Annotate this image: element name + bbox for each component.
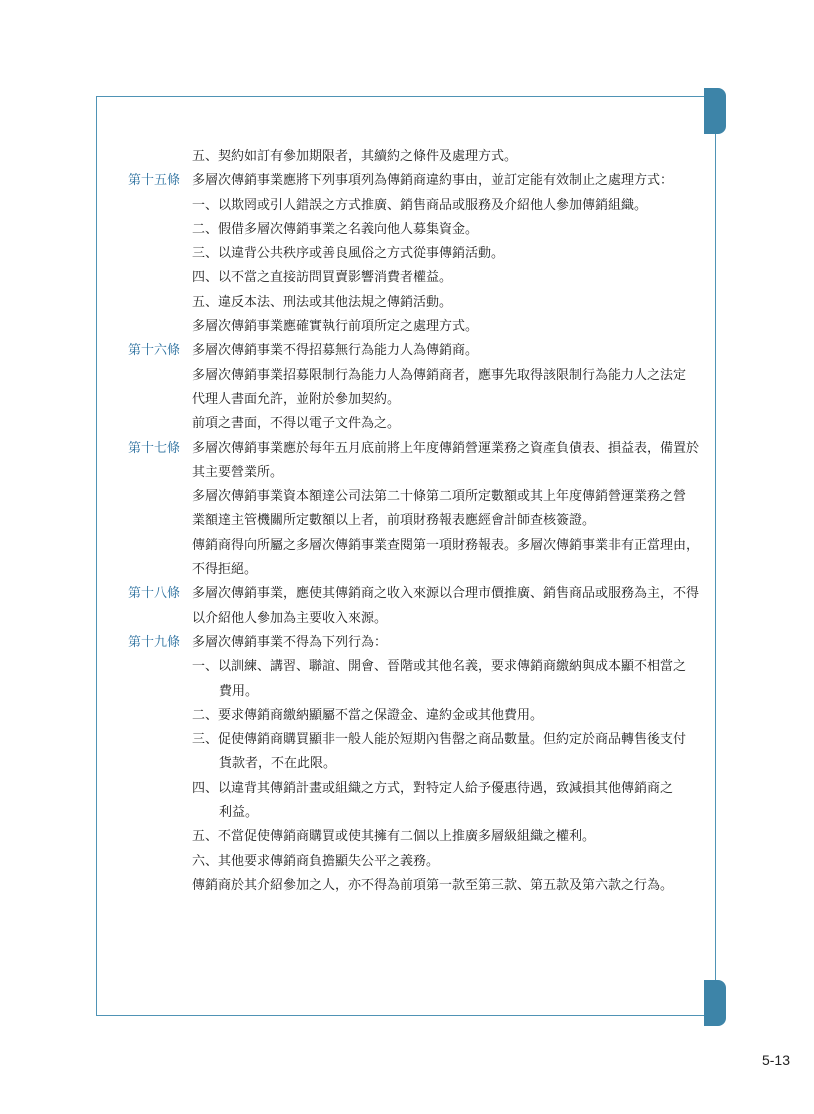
- line-text: 多層次傳銷事業不得為下列行為：: [192, 634, 388, 650]
- text-line: [128, 218, 693, 242]
- text-line: [128, 388, 693, 412]
- text-line: [128, 850, 693, 874]
- line-text: 四、以違背其傳銷計畫或組織之方式，對特定人給予優惠待遇，致減損其他傳銷商之: [192, 780, 674, 796]
- line-text: 多層次傳銷事業招募限制行為能力人為傳銷商者，應事先取得該限制行為能力人之法定: [192, 367, 687, 383]
- line-text: 五、契約如訂有參加期限者，其續約之條件及處理方式。: [192, 149, 518, 164]
- text-line: [128, 582, 700, 606]
- text-line: [128, 801, 693, 825]
- text-line: [128, 266, 693, 290]
- line-text: 一、以訓練、講習、聯誼、開會、晉階或其他名義，要求傳銷商繳納與成本顯不相當之: [192, 659, 687, 675]
- text-line: [128, 169, 693, 193]
- text-line: [128, 704, 693, 728]
- page-number: 5-13: [761, 1052, 790, 1068]
- article-label: 第十七條: [128, 440, 181, 456]
- line-text: 傳銷商於其介紹參加之人，亦不得為前項第一款至第三款、第五款及第六款之行為。: [192, 877, 674, 893]
- line-text: 多層次傳銷事業資本額達公司法第二十條第二項所定數額或其上年度傳銷營運業務之營: [192, 489, 687, 505]
- line-text: 五、不當促使傳銷商購買或使其擁有二個以上推廣多層級組織之權利。: [192, 829, 596, 845]
- law-text: [128, 145, 700, 898]
- line-text: 利益。: [219, 805, 259, 821]
- text-line: [128, 509, 693, 533]
- line-text: 不得拒絕。: [192, 562, 258, 578]
- text-line: [128, 777, 693, 801]
- line-text: 多層次傳銷事業應將下列事項列為傳銷商違約事由，並訂定能有效制止之處理方式：: [192, 173, 674, 189]
- text-line: [128, 558, 693, 582]
- line-text: 二、要求傳銷商繳納顯屬不當之保證金、違約金或其他費用。: [192, 707, 544, 723]
- line-text: 三、以違背公共秩序或善良風俗之方式從事傳銷活動。: [192, 246, 505, 262]
- text-line: [128, 364, 693, 388]
- line-text: 費用。: [219, 683, 259, 699]
- text-line: [128, 437, 700, 461]
- line-text: 貨款者，不在此限。: [219, 756, 337, 772]
- line-text: 其主要營業所。: [192, 464, 284, 480]
- text-line: [128, 728, 693, 752]
- article-label: 第十五條: [128, 173, 181, 189]
- line-text: 前項之書面，不得以電子文件為之。: [192, 416, 401, 432]
- line-text: 傳銷商得向所屬之多層次傳銷事業查閱第一項財務報表。多層次傳銷事業非有正當理由，: [192, 537, 700, 553]
- line-text: 一、以欺罔或引人錯誤之方式推廣、銷售商品或服務及介紹他人參加傳銷組織。: [192, 197, 648, 213]
- text-line: [128, 631, 693, 655]
- article-label: 第十六條: [128, 343, 181, 359]
- text-line: [128, 655, 693, 679]
- text-line: [128, 339, 693, 363]
- line-text: 六、其他要求傳銷商負擔顯失公平之義務。: [192, 853, 440, 869]
- line-text: 四、以不當之直接訪問買賣影響消費者權益。: [192, 270, 453, 286]
- line-text: 三、促使傳銷商購買顯非一般人能於短期內售罄之商品數量。但約定於商品轉售後支付: [192, 732, 687, 748]
- line-text: 二、假借多層次傳銷事業之名義向他人募集資金。: [192, 221, 479, 237]
- text-line: [128, 242, 693, 266]
- text-line: [128, 461, 693, 485]
- text-line: [128, 680, 693, 704]
- text-line: [128, 825, 693, 849]
- line-text: 多層次傳銷事業，應使其傳銷商之收入來源以合理市價推廣、銷售商品或服務為主，不得: [192, 586, 700, 602]
- line-text: 多層次傳銷事業應確實執行前項所定之處理方式。: [192, 319, 479, 335]
- text-line: [128, 607, 693, 631]
- line-text: 五、違反本法、刑法或其他法規之傳銷活動。: [192, 294, 453, 310]
- text-line: [128, 485, 693, 509]
- text-line: [128, 874, 693, 898]
- article-label: 第十八條: [128, 586, 181, 602]
- frame-tab-bottom: [704, 980, 726, 1026]
- text-line: [128, 752, 693, 776]
- text-line: [128, 291, 693, 315]
- text-line: [128, 534, 700, 558]
- text-line: [128, 315, 693, 339]
- line-text: 多層次傳銷事業不得招募無行為能力人為傳銷商。: [192, 343, 479, 359]
- line-text: 以介紹他人參加為主要收入來源。: [192, 610, 388, 626]
- text-line: [128, 194, 693, 218]
- line-text: 代理人書面允許，並附於參加契約。: [192, 391, 401, 407]
- article-label: 第十九條: [128, 634, 181, 650]
- line-text: 業額達主管機關所定數額以上者，前項財務報表應經會計師查核簽證。: [192, 513, 596, 529]
- frame-tab-top: [704, 88, 726, 134]
- text-line: [128, 412, 693, 436]
- text-line: [128, 145, 693, 169]
- line-text: 多層次傳銷事業應於每年五月底前將上年度傳銷營運業務之資產負債表、損益表，備置於: [192, 440, 700, 456]
